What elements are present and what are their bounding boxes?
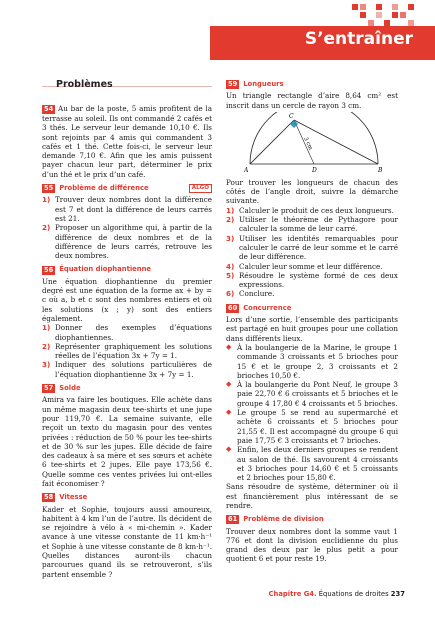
page-title: S’entraîner [304,29,413,49]
exercise-title: Équation diophantienne [59,265,152,274]
exercise-60 [226,304,398,511]
bullet-item: ◆ À la boulangerie du Pont Neuf, le groupe 3 paie 22,70 € 6 croissants et 5 brioches et le groupe 4 17,80 € 4 croissants et 5 brioches. [226,380,398,408]
list-item: 4) Calculer leur somme et leur différence. [226,261,383,271]
exercise-intro: Un triangle rectangle d’aire 8,64 cm² est inscrit dans un cercle de rayon 3 cm. [226,91,398,110]
list-item: 2) Utiliser le théorème de Pythagore pour calculer la somme de leur carré. [226,215,398,234]
exercise-57 [42,384,212,488]
exercise-text: Au bar de la poste, 5 amis profitent de la terrasse au soleil. Ils ont commandé 2 cafés et 3 thés. Le serveur leur demande 10,10 €. Ils sont rejoints par 4 amis qui commandent 3 cafés et 1 thé. Cette fois-ci, le serveur leur demande 7,10 €. Afin que les amis puissent payer chacun leur part, déterminer le prix d’un thé et le prix d’un café. [42,104,212,179]
list-item: 1) Calculer le produit de ces deux longueurs. [226,205,394,215]
semicircle-diagram [244,112,384,174]
list-item: 1) Trouver deux nombres dont la différence est 7 et dont la différence de leurs carrés est 21. [42,195,212,223]
exercise-text: Kader et Sophie, toujours aussi amoureux, habitent à 4 km l’un de l’autre. Ils décident de se rejoindre à vélo à « mi-chemin ». Kader avance à une vitesse constante de 11 km·h⁻¹ et Sophie à une vitesse constante de 8 km·h⁻¹. Quelles distances auront-ils chacun parcourues quand ils se retrouveront, s’ils partent ensemble ? [42,504,212,579]
exercise-number: 60 [228,303,238,312]
exercise-title: Concurrence [243,303,292,312]
exercise-56 [42,265,212,379]
exercise-text: Pour trouver les longueurs de chacun des côtés de l’angle droit, suivre la démarche suivante. [226,177,398,206]
section-title-text: Problèmes [56,79,113,90]
section-title [42,72,212,90]
exercise-intro: Lors d’une sortie, l’ensemble des participants est partagé en huit groupes pour une collation dans différents lieux. [226,315,398,343]
exercise-58 [42,493,212,579]
right-column [226,80,398,569]
page-footer [269,590,405,598]
list-item: 1) Donner des exemples d’équations diophantiennes. [42,323,212,342]
left-column [42,104,212,584]
exercise-55 [42,184,212,260]
exercise-title: Solde [59,384,81,393]
list-item: 6) Conclure. [226,289,275,299]
radius-label: 3 cm [302,136,314,152]
algo-badge: ALGO [189,184,212,193]
list-item: 3) Indiquer des solutions particulières de l’équation diophantienne 3x + 7y = 1. [42,360,212,379]
label-a: A [244,166,249,174]
exercise-title: Longueurs [243,80,284,88]
exercise-number: 55 [44,184,54,193]
header-band [210,26,435,60]
label-b: B [378,166,383,174]
exercise-59 [226,80,398,299]
page-header [0,0,435,62]
list-item: 5) Résoudre le système formé de ces deux expressions. [226,270,398,290]
exercise-text: Amira va faire les boutiques. Elle achète dans un même magasin deux tee-shirts et une jupe pour 119,70 €. La semaine suivante, elle reçoit un texto du magasin pour des ventes privées : réduction de 50 % pour les tee-shirts et de 30 % sur les jupes. Elle décide de faire des cadeaux à sa mère et ses sœurs et achète 6 tee-shirts et 2 jupes. Elle paye 173,56 €. Quelle somme ces ventes privées lui ont-elles fait économiser ? [42,395,212,488]
exercise-intro: Une équation diophantienne du premier degré est une équation de la forme ax + by = c où a, b et c sont des nombres entiers et où les solutions (x ; y) sont des entiers également. [42,276,212,323]
exercise-outro: Sans résoudre de système, déterminer où il est financièrement plus intéressant de se rendre. [226,482,398,510]
bullet-item: ◆ Le groupe 5 se rend au supermarché et achète 6 croissants et 5 brioches pour 21,55 €. Il est accompagné du groupe 6 qui paie 17,75 € 3 croissants et 7 brioches. [226,408,398,445]
page-number: 237 [390,590,405,598]
exercise-number: 59 [228,80,238,89]
list-item: 3) Utiliser les identités remarquables pour calculer le carré de leur somme et le carré de leur différence. [226,233,398,262]
exercise-number: 57 [44,384,54,393]
exercise-title: Problème de division [243,515,324,524]
label-c: C [289,112,294,120]
exercise-61 [226,515,398,563]
exercise-title: Problème de différence [59,184,149,193]
exercise-number: 56 [44,265,54,274]
label-d: D [312,166,317,174]
exercise-54 [42,104,212,179]
list-item: 2) Représenter graphiquement les solutions réelles de l’équation 3x + 7y = 1. [42,341,212,361]
exercise-title: Vitesse [59,493,88,502]
exercise-number: 54 [44,105,54,113]
footer-chapter: Chapitre G4. [268,590,317,598]
bullet-item: ◆ À la boulangerie de la Marine, le groupe 1 commande 3 croissants et 5 brioches pour 15 € et le groupe 2, 3 croissants et 2 brioches 10,50 €. [226,342,398,380]
footer-title: Équations de droites [318,590,389,598]
exercise-text: Trouver deux nombres dont la somme vaut 1 776 et dont la division euclidienne du plus grand des deux par le plus petit a pour quotient 6 et pour reste 19. [226,526,398,564]
list-item: 2) Proposer un algorithme qui, à partir de la différence de deux nombres et de la différence de leurs carrés, retrouve les deux nombres. [42,223,212,261]
exercise-number: 61 [228,515,238,524]
exercise-number: 58 [44,493,54,502]
bullet-item: ◆ Enfin, les deux derniers groupes se rendent au salon de thé. Ils savourent 4 croissants et 3 brioches pour 14,60 € et 5 croissants et 2 brioches pour 15,80 €. [226,445,398,483]
